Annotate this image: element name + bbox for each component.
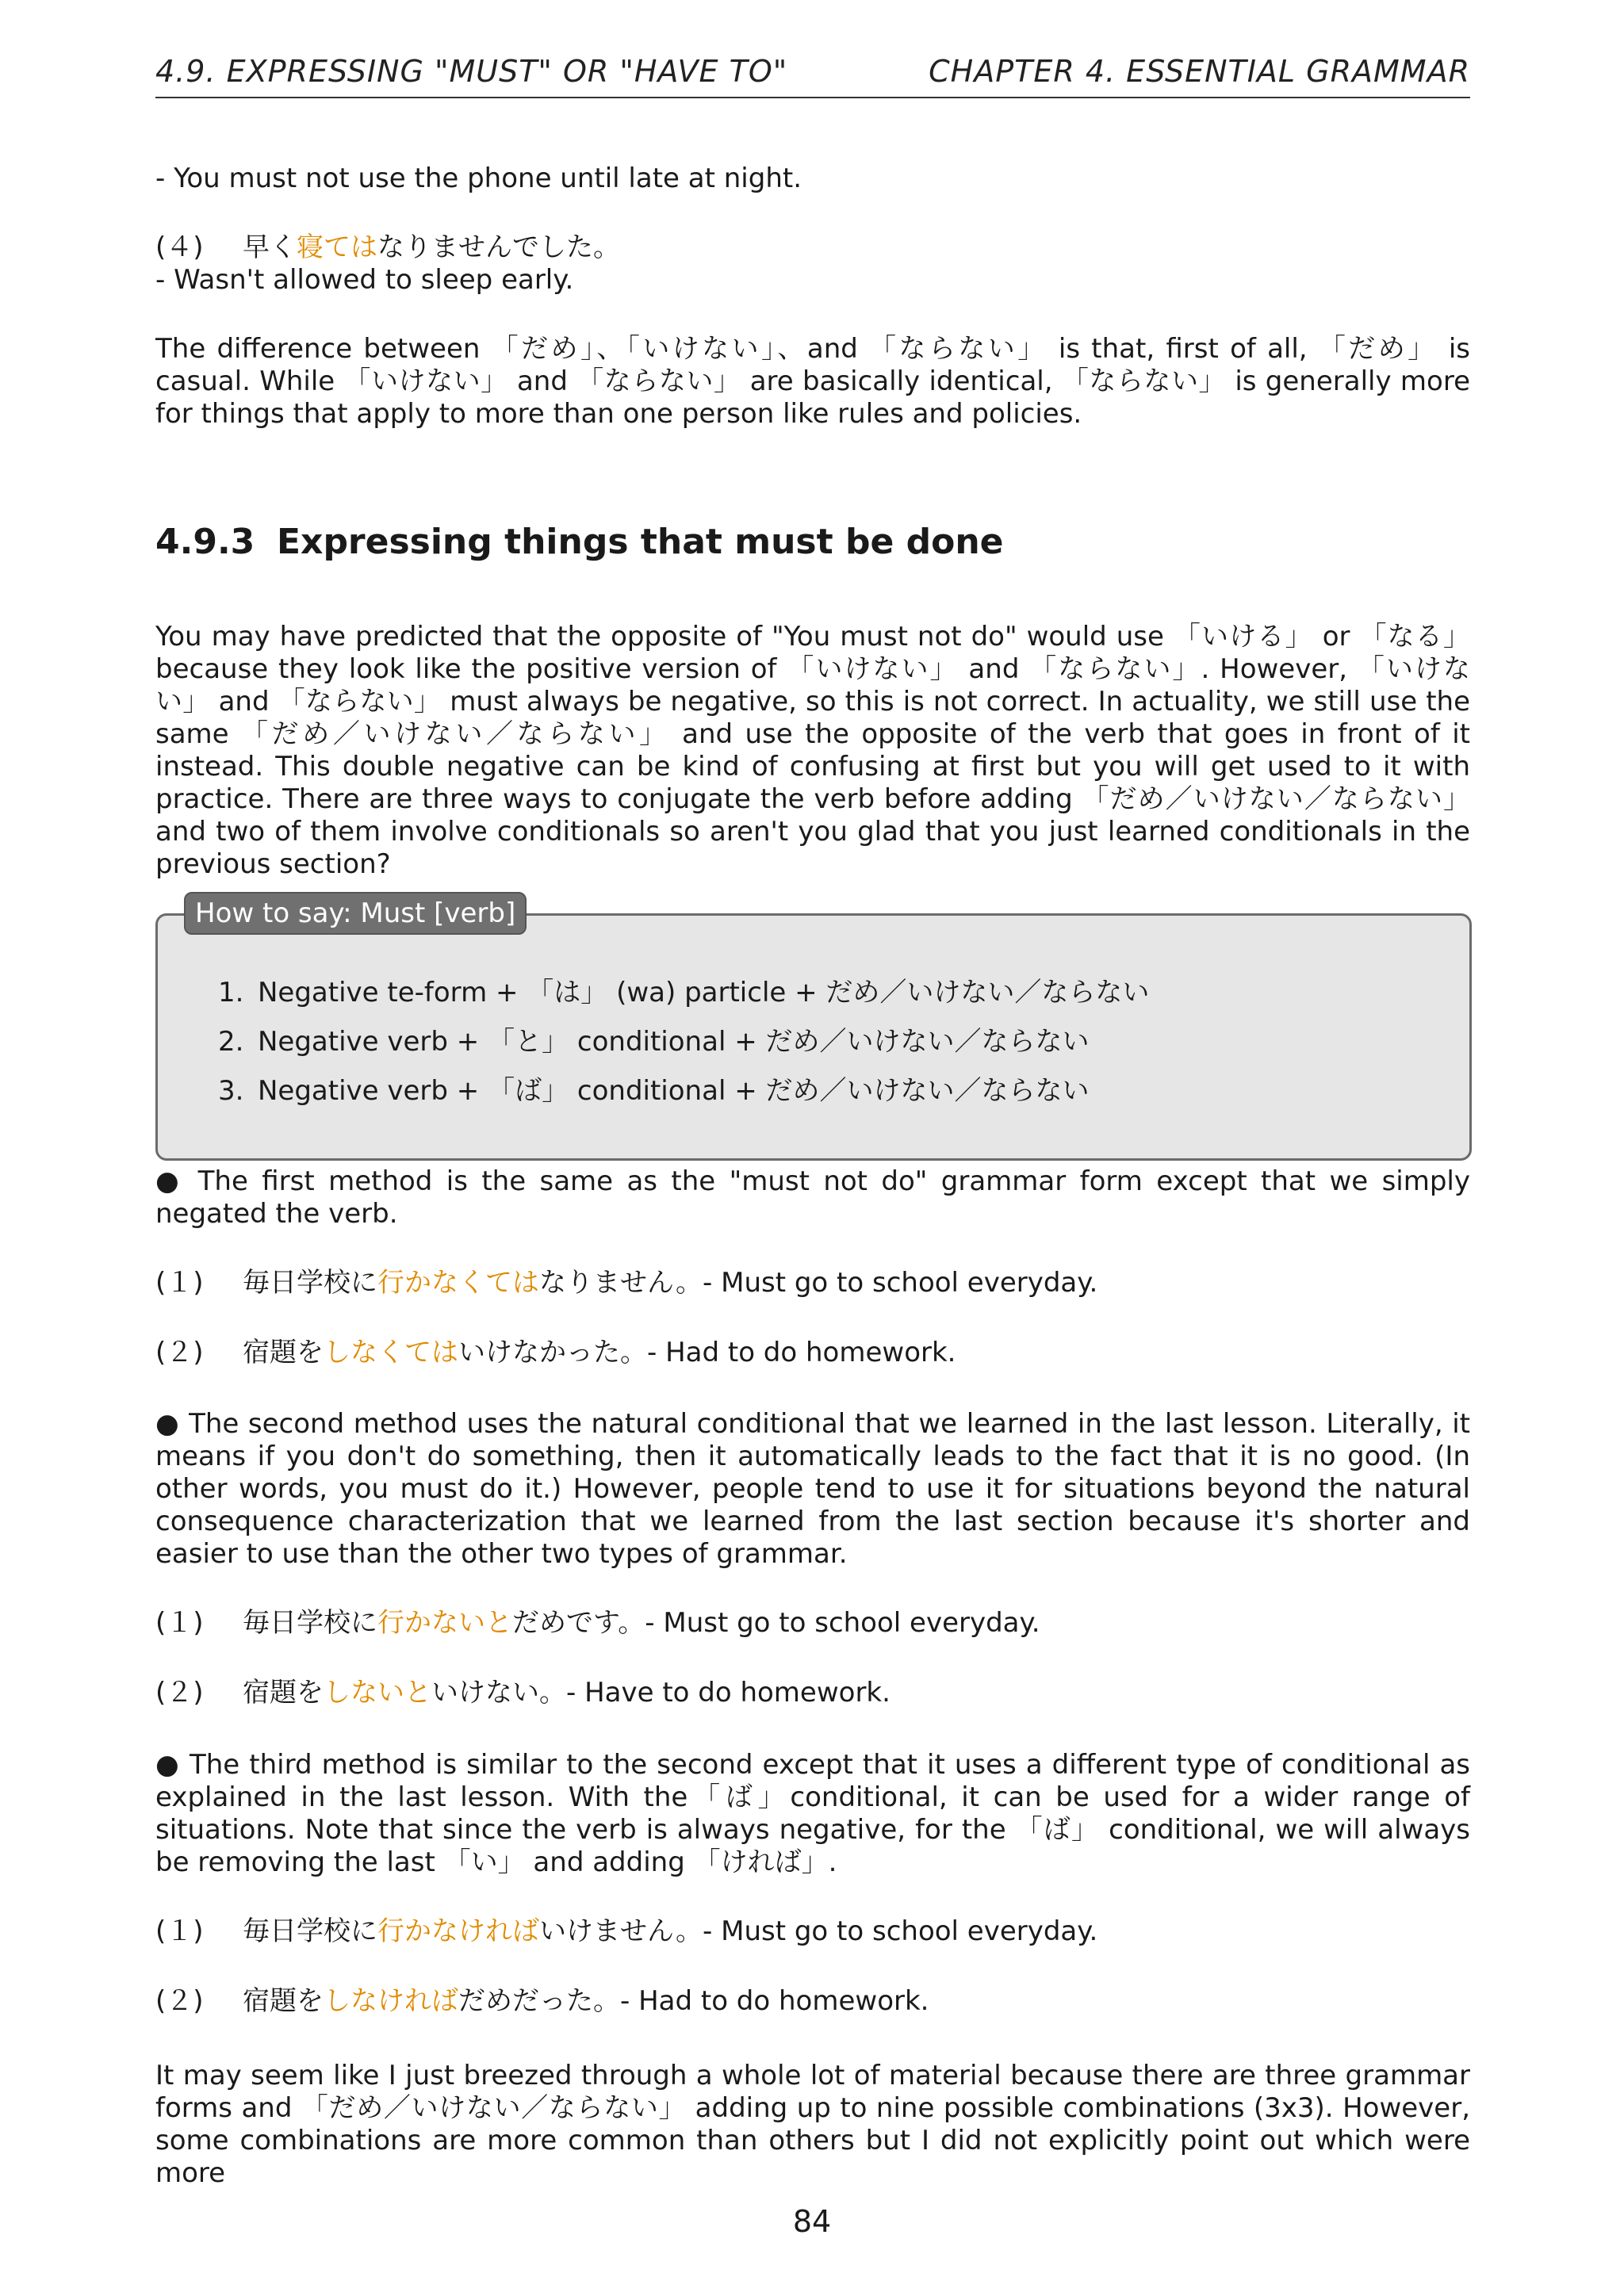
example-text-post: だめだった。- Had to do homework. <box>458 1985 929 2017</box>
example-highlight: しなくては <box>324 1337 458 1368</box>
example-sentence <box>155 1267 1470 1299</box>
example-number: (２) <box>155 1985 204 2017</box>
bullet-icon: ● <box>155 1749 180 1781</box>
list-item <box>218 1066 1149 1115</box>
example-text-pre: 宿題を <box>243 1985 324 2017</box>
list-number: 2. <box>218 1026 244 1058</box>
example-text-pre: 宿題を <box>243 1677 324 1709</box>
example-sentence <box>155 1915 1470 1948</box>
header-section-title: 4.9. EXPRESSING "MUST" OR "HAVE TO" <box>155 54 788 89</box>
translation-line: - Wasn't allowed to sleep early. <box>155 264 574 296</box>
paragraph-text: The first method is the same as the "must not do" grammar form except that we simply negated the verb. <box>155 1165 1471 1230</box>
example-text-post: いけない。- Have to do homework. <box>431 1677 891 1709</box>
example-sentence <box>155 1607 1470 1640</box>
list-number: 3. <box>218 1075 244 1107</box>
list-item <box>218 968 1149 1017</box>
example-text-post: いけません。- Must go to school everyday. <box>539 1915 1098 1947</box>
paragraph: It may seem like I just breezed through a whole lot of material because there are three grammar forms and 「だめ／いけない／ならない」 adding up to nine possible combinations (3x3). However, some combinations are more common than others but I did not explicitly point out which were more <box>155 2060 1470 2189</box>
example-text-pre: 毎日学校に <box>243 1607 377 1639</box>
example-text-pre: 宿題を <box>243 1337 324 1368</box>
page-number: 84 <box>792 2204 832 2239</box>
example-highlight: 行かないと <box>377 1607 512 1639</box>
paragraph: The difference between 「だめ」、「いけない」、and 「ならない」 is that, first of all, 「だめ」 is casual. While 「いけない」 and 「ならない」 are basically identical, 「ならない」 is generally more for things that apply to more than one person like rules and policies. <box>155 333 1470 430</box>
grammar-box-title: How to say: Must [verb] <box>184 892 527 935</box>
list-item <box>218 1017 1149 1066</box>
paragraph-text: The third method is similar to the second except that it uses a different type of conditional as explained in the last lesson. With the「ば」conditional, it can be used for a wider range of situations. Note that since the verb is always negative, for the 「ば」 conditional, we will always be removing the last 「い」 and adding 「ければ」. <box>155 1749 1471 1878</box>
example-number: (１) <box>155 1915 204 1947</box>
paragraph <box>155 1165 1470 1230</box>
example-sentence <box>155 1677 1470 1709</box>
example-number: (１) <box>155 1607 204 1639</box>
grammar-box <box>155 897 1472 1161</box>
section-title: Expressing things that must be done <box>277 522 1004 562</box>
example-text-post: なりません。- Must go to school everyday. <box>539 1267 1098 1299</box>
header-chapter-title: CHAPTER 4. ESSENTIAL GRAMMAR <box>929 54 1470 89</box>
example-text-pre: 毎日学校に <box>243 1267 377 1299</box>
translation-line: - You must not use the phone until late at night. <box>155 163 802 194</box>
example-number: (４) <box>155 232 204 263</box>
method-1-section <box>155 1165 1470 1369</box>
example-text-post: なりませんでした。 <box>377 232 620 263</box>
bullet-icon: ● <box>155 1408 180 1440</box>
paragraph <box>155 1749 1470 1879</box>
example-highlight: 行かなければ <box>377 1915 539 1947</box>
example-text-post: だめです。- Must go to school everyday. <box>512 1607 1040 1639</box>
example-text-pre: 毎日学校に <box>243 1915 377 1947</box>
section-heading <box>155 520 1004 564</box>
list-text: Negative verb + 「と」 conditional + だめ／いけない／ならない <box>258 1026 1090 1058</box>
example-text-post: いけなかった。- Had to do homework. <box>458 1337 956 1368</box>
example-sentence <box>155 232 1470 264</box>
running-header <box>155 52 1470 98</box>
paragraph <box>155 1408 1470 1571</box>
grammar-list <box>218 968 1149 1115</box>
paragraph-text: The second method uses the natural conditional that we learned in the last lesson. Literally, it means if you don't do something, then it automatically leads to the fact that it is no good. (In other words, you must do it.) However, people tend to use it for situations beyond the natural consequence characterization that we learned from the last section because it's shorter and easier to use than the other two types of grammar. <box>155 1408 1471 1570</box>
method-2-section <box>155 1408 1470 1709</box>
example-text-pre: 早く <box>243 232 297 263</box>
section-number: 4.9.3 <box>155 522 255 562</box>
paragraph: You may have predicted that the opposite of "You must not do" would use 「いける」 or 「なる」 because they look like the positive version of 「いけない」 and 「ならない」. However, 「いけない」 and 「ならない」 must always be negative, so this is not correct. In actuality, we still use the same 「だめ／いけない／ならない」 and use the opposite of the verb that goes in front of it instead. This double negative can be kind of confusing at first but you will get used to it with practice. There are three ways to conjugate the verb before adding 「だめ／いけない／ならない」 and two of them involve conditionals so aren't you glad that you just learned conditionals in the previous section? <box>155 621 1470 880</box>
example-highlight: しないと <box>324 1677 431 1709</box>
example-number: (２) <box>155 1337 204 1368</box>
example-sentence <box>155 1985 1470 2018</box>
list-text: Negative te-form + 「は」 (wa) particle + だめ／いけない／ならない <box>258 977 1150 1008</box>
example-number: (２) <box>155 1677 204 1709</box>
example-number: (１) <box>155 1267 204 1299</box>
bullet-icon: ● <box>155 1165 185 1197</box>
list-number: 1. <box>218 977 244 1008</box>
list-text: Negative verb + 「ば」 conditional + だめ／いけない／ならない <box>258 1075 1090 1107</box>
example-sentence <box>155 1337 1470 1369</box>
method-3-section <box>155 1749 1470 2018</box>
example-highlight: 行かなくては <box>377 1267 539 1299</box>
example-highlight: 寝ては <box>297 232 377 263</box>
example-highlight: しなければ <box>324 1985 458 2017</box>
